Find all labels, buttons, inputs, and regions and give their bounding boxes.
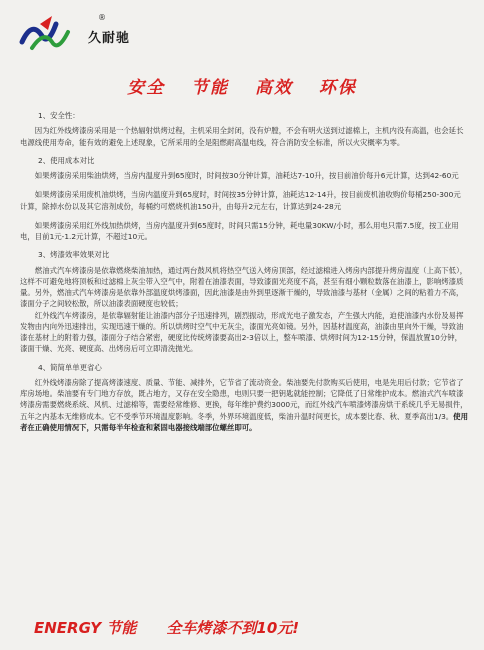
paragraph: 如果烤漆房采用柴油烘烤，当房内温度升到65度时，时间按30分钟计算，油耗达7-10升，按目前油价每升6元计算，达到42-60元: [34, 171, 459, 180]
section-title-cost: 2、使用成本对比: [38, 155, 95, 165]
section-title-safety: 1、安全性：: [38, 111, 80, 120]
slogan-word: 高效: [254, 78, 293, 98]
paragraph: 如果烤漆房采用废机油烘烤，当房内温度升到65度时，时间按35分钟计算，油耗达12-14升，按目前废机油收购价每桶250-300元计算，除掉水份以及其它溶剂成份，每桶约可燃烧机油150升，由每升2元左右，计算达到24-28元: [20, 190, 461, 211]
paragraph: 因为红外线烤漆房采用是一个热辐射烘烤过程，主机采用全封闭，没有炉膛，不会有明火送到过滤棉上，主机内没有高温，也会延长电源线使用寿命，能有效的避免上述现象，它所采用的全是阻燃耐高温电线，符合消防安全标准，所以火灾概率为零。: [20, 126, 464, 147]
section-title-simplicity: 4、简简单单更省心: [38, 362, 102, 372]
main-content: [20, 103, 468, 433]
section-title-efficiency: 3、烤漆效率效果对比: [38, 250, 110, 260]
header: [0, 0, 484, 60]
slogan-word: 节能: [191, 78, 230, 98]
emphasis-text: 使用者在正确使用情况下，只需每半年检查和紧固电器接线端部位螺丝即可。: [20, 411, 468, 432]
brand-logo-icon: [18, 12, 72, 56]
registered-mark: ®: [98, 13, 106, 22]
paragraph: 如果烤漆房采用红外线加热烘烤，当房内温度升到65度时，时间只需15分钟，耗电量30KW/小时，那么用电只需7.5度，按工业用电，目前1元-1.2元计算，不超过10元。: [20, 220, 459, 241]
paragraph: [20, 377, 468, 433]
slogan: [0, 73, 484, 98]
brand-name: 久耐驰: [88, 31, 131, 46]
footer-energy: ENERGY 节能: [34, 619, 137, 637]
footer-slogan: [34, 617, 474, 638]
paragraph-text: 红外线烤漆房除了提高烤漆速度、质量、节能、减排外，它节省了流动资金。柴油要先付款购买后使用，电是先用后付款；它节省了库房场地。柴油要有专门地方存放，既占地方，又存在安全隐患，电则只要一把钥匙就能控制；它降低了日常维护成本。燃油式汽车喷漆烤漆房需要燃烧系统、风机、过滤棉等，需要经常维修、更换，每年维护费约3000元，而红外线汽车喷漆烤漆房烘干系统几乎无易损件，五年之内基本无维修成本。它不受季节环境温度影响。冬季，外界环境温度低，柴油升温时间更长，成本要比春、秋、夏季高出1/3。: [20, 377, 468, 421]
slogan-word: 安全: [127, 78, 166, 98]
paragraph: 燃油式汽车烤漆房是依靠燃烧柴油加热，通过两台鼓风机将热空气送入烤房顶部，经过滤棉进入烤房内部提升烤房温度（上高下低），这样不可避免地将顶板和过滤棉上灰尘带入空气中，附着在油漆表面，导致漆面光亮度不高，甚至有细小颗粒数落在油漆上，影响烤漆质量。另外，燃油式汽车烤漆房是依靠外部温度烘烤漆面，因此油漆是由外到里逐渐干燥的，导致油漆与基材（金属）之间的粘着力不高，漆面分子之间较松散，所以油漆表面硬度也较低；: [20, 265, 468, 309]
paragraph: 红外线汽车烤漆房，是依靠辐射能让油漆内部分子迅速排列，剧烈振动，形成光电子激发态，产生强大内能，迫使油漆内水份及易挥发物由内向外迅速排出，实现迅速干燥的。所以烘烤时空气中无灰尘，漆面光亮如镜。另外，因基材温度高，油漆由里向外干燥，导致油漆在基材上的附着力强，漆面分子结合紧密，硬度比传统烤漆要高出2-3倍以上，整车喷漆、烘烤时间为12-15分钟，保温放置10分钟，漆面干燥、光亮、硬度高、出烤房后可立即清洗抛光。: [20, 310, 464, 354]
slogan-word: 环保: [318, 78, 357, 98]
footer-claim: 全车烤漆不到10元!: [166, 619, 300, 637]
